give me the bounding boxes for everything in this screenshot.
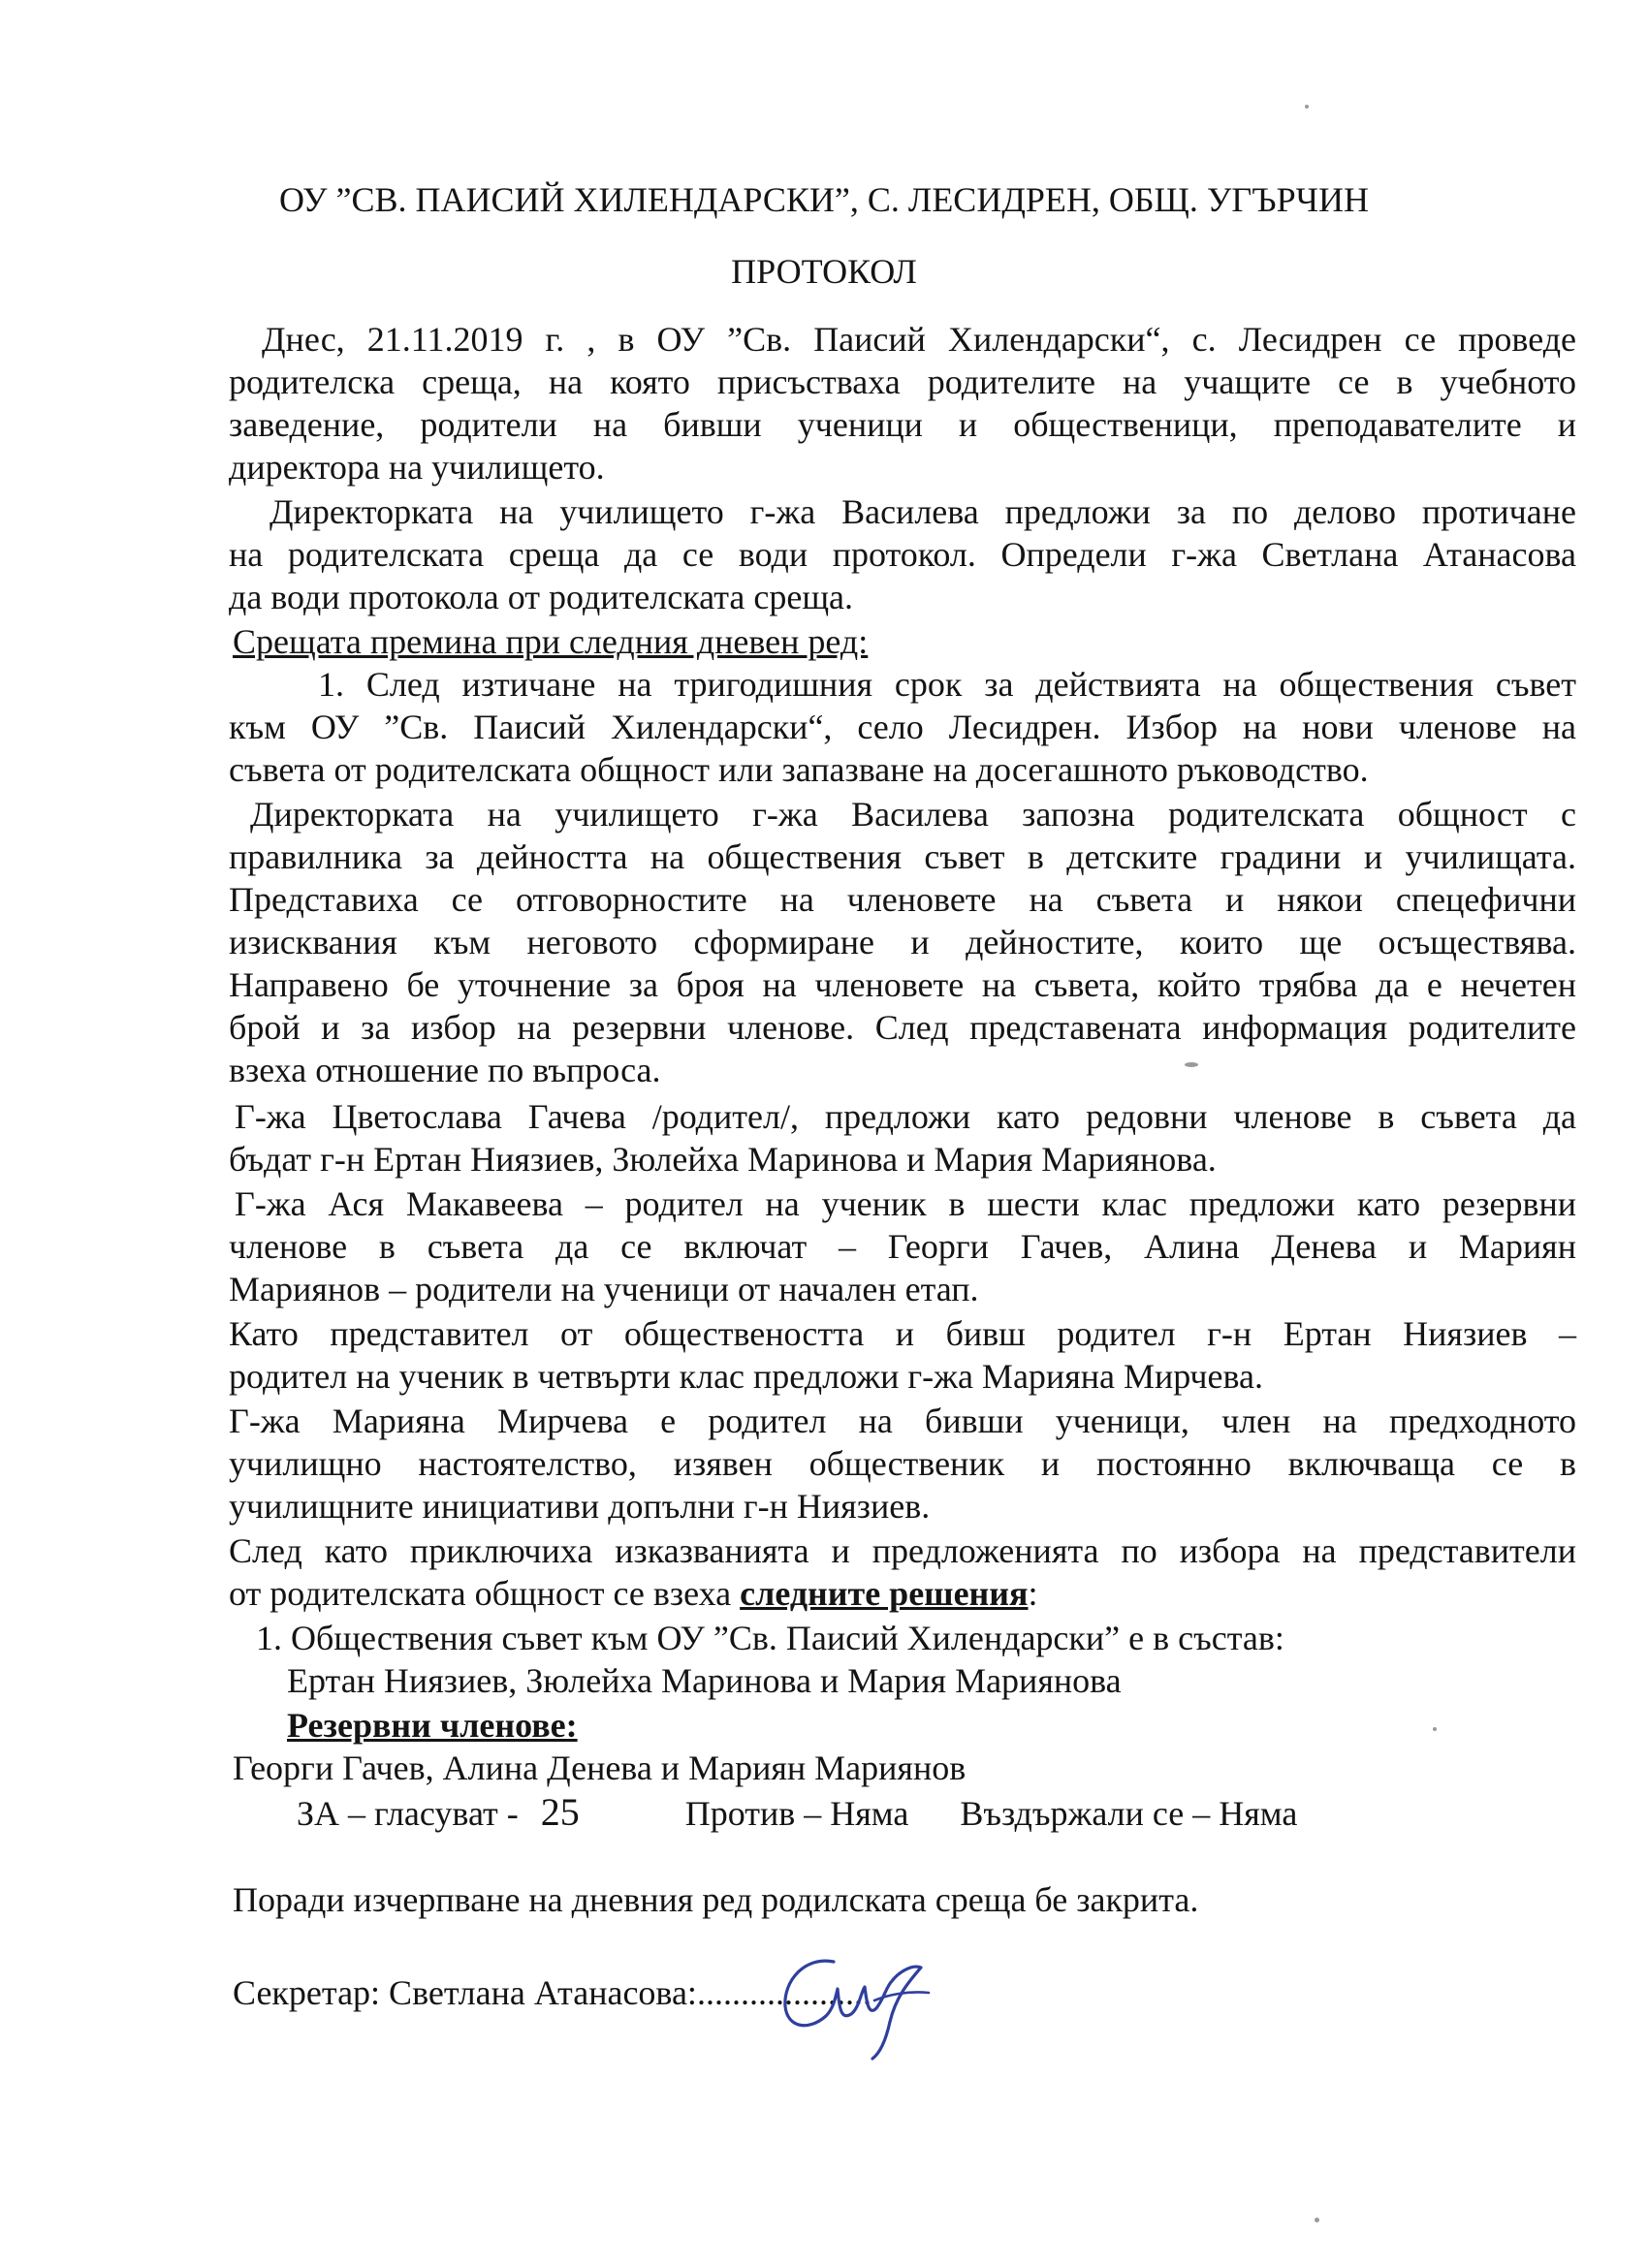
proposal4-line-2: училищно настоятелство, изявен общественик и постоянно включваща се в	[229, 1444, 1576, 1483]
signature-dots: ....................	[696, 1973, 872, 2012]
intro-line-2: родителска среща, на която присъстваха родителите на учащите се в учебното	[229, 362, 1576, 401]
decisions-intro-text: от родителската общност се взеха	[229, 1574, 741, 1613]
proposal3-line-2: родител на ученик в четвърти клас предложи г-жа Марияна Мирчева.	[229, 1357, 1263, 1396]
decision1-line-1: 1. Обществения съвет към ОУ ”Св. Паисий Хилендарски” е в състав:	[256, 1619, 1284, 1657]
scan-speck	[1433, 1727, 1437, 1731]
director-line-1: Директорката на училището г-жа Василева предложи за по делово протичане	[269, 492, 1576, 531]
director-line-2: на родителската среща да се води протокол. Определи г-жа Светлана Атанасова	[229, 535, 1576, 574]
proposal4-line-3: училищните инициативи допълни г-н Ниязиев.	[229, 1487, 931, 1526]
vote-line	[297, 1790, 1644, 1834]
agenda-item-line-3: съвета от родителската общност или запазване на досегашното ръководство.	[229, 750, 1369, 789]
director-line-3: да води протокола от родителската среща.	[229, 578, 854, 616]
proposal2-line-2: членове в съвета да се включат – Георги Гачев, Алина Денева и Мариян	[229, 1227, 1576, 1266]
intro-line-4: директора на училището.	[229, 448, 605, 487]
proposal2-line-1: Г-жа Ася Макавеева – родител на ученик в шести клас предложи като резервни	[235, 1184, 1576, 1223]
proposal4-line-1: Г-жа Марияна Мирчева е родител на бивши ученици, член на предходното	[229, 1402, 1576, 1440]
signature-graphic	[766, 1938, 950, 2064]
agenda-item-line-2: към ОУ ”Св. Паисий Хилендарски“, село Лесидрен. Избор на нови членове на	[229, 708, 1576, 746]
reserve-names: Георги Гачев, Алина Денева и Мариян Мариянов	[233, 1748, 967, 1787]
agenda-heading: Срещата премина при следния дневен ред:	[233, 622, 869, 661]
discussion-line-4: изисквания към неговото сформиране и дейностите, които ще осъществява.	[229, 923, 1576, 961]
decisions-intro-line-2	[229, 1574, 1576, 1613]
proposal1-line-2: бъдат г-н Ертан Ниязиев, Зюлейха Маринова и Мария Мариянова.	[229, 1140, 1217, 1179]
proposal1-line-1: Г-жа Цветослава Гачева /родител/, предложи като редовни членове в съвета да	[235, 1097, 1576, 1136]
vote-for-count: 25	[540, 1790, 580, 1834]
scan-speck	[1305, 105, 1309, 109]
discussion-line-5: Направено бе уточнение за броя на членовете на съвета, който трябва да е нечетен	[229, 965, 1576, 1004]
vote-abstained: Въздържали се – Няма	[960, 1794, 1298, 1833]
scan-speck	[1315, 2218, 1319, 2222]
scan-speck	[1185, 1062, 1198, 1067]
proposal3-line-1: Като представител от обществеността и бивш родител г-н Ертан Ниязиев –	[229, 1314, 1576, 1353]
discussion-line-7: взеха отношение по въпроса.	[229, 1051, 661, 1089]
vote-for-label: ЗА – гласуват -	[297, 1794, 519, 1833]
decisions-colon: :	[1028, 1574, 1038, 1613]
document-title: ПРОТОКОЛ	[731, 252, 917, 291]
decision1-line-2: Ертан Ниязиев, Зюлейха Маринова и Мария Мариянова	[287, 1661, 1122, 1700]
intro-line-3: заведение, родители на бивши ученици и общественици, преподавателите и	[229, 405, 1576, 444]
discussion-line-1: Директорката на училището г-жа Василева запозна родителската общност с	[250, 795, 1576, 834]
intro-line-1: Днес, 21.11.2019 г. , в ОУ ”Св. Паисий Хилендарски“, с. Лесидрен се проведе	[262, 320, 1576, 359]
decisions-emphasis: следните решения	[740, 1574, 1029, 1613]
agenda-item-line-1: 1. След изтичане на тригодишния срок за действията на обществения съвет	[318, 665, 1576, 704]
discussion-line-6: брой и за избор на резервни членове. След представената информация родителите	[229, 1008, 1576, 1047]
school-header: ОУ ”СВ. ПАИСИЙ ХИЛЕНДАРСКИ”, С. ЛЕСИДРЕН, ОБЩ. УГЪРЧИН	[279, 180, 1369, 219]
reserve-heading: Резервни членове:	[287, 1706, 578, 1745]
discussion-line-3: Представиха се отговорностите на членовете на съвета и някои спецефични	[229, 880, 1576, 919]
secretary-label: Секретар: Светлана Атанасова:	[233, 1973, 697, 2012]
closing-statement: Поради изчерпване на дневния ред родилската среща бе закрита.	[233, 1880, 1199, 1919]
vote-against: Против – Няма	[684, 1794, 909, 1833]
proposal2-line-3: Мариянов – родители на ученици от начален етап.	[229, 1270, 979, 1308]
discussion-line-2: правилника за дейността на обществения съвет в детските градини и училищата.	[229, 837, 1576, 876]
decisions-intro-line-1: След като приключиха изказванията и предложенията по избора на представители	[229, 1531, 1576, 1570]
